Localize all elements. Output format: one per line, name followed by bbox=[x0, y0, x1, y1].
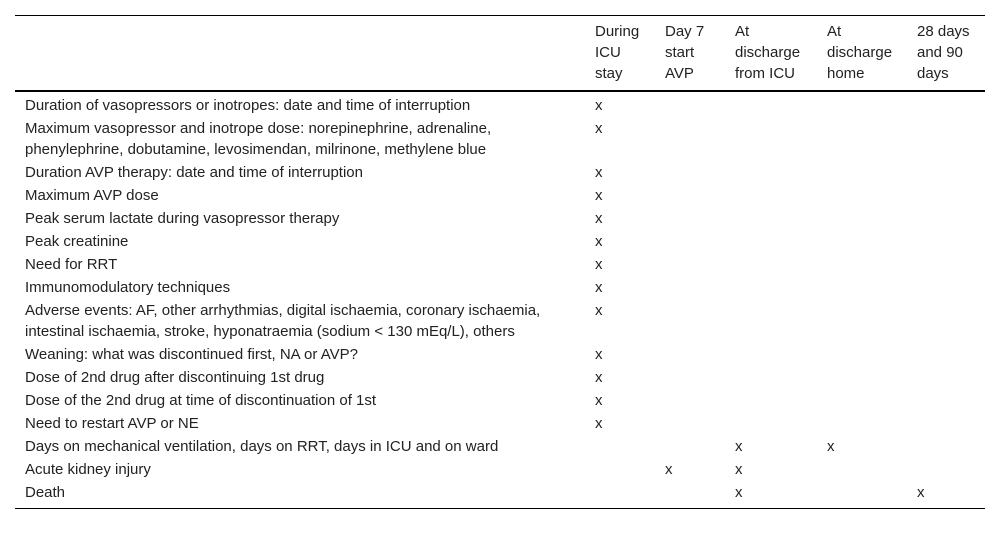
cell-day7-start-avp bbox=[655, 389, 725, 412]
table-body bbox=[15, 91, 985, 509]
cell-row-label: Weaning: what was discontinued first, NA or AVP? bbox=[25, 346, 358, 363]
cell-row-label: Dose of the 2nd drug at time of discontinuation of 1st bbox=[25, 392, 377, 409]
cell-discharge-icu bbox=[725, 161, 817, 184]
cell-28-90-days bbox=[907, 366, 985, 389]
cell-28-90-days bbox=[907, 458, 985, 481]
header-cell-during-icu-stay: During ICU stay bbox=[595, 23, 640, 82]
cell-day7-start-avp bbox=[655, 253, 725, 276]
cell-during-icu-stay: x bbox=[595, 120, 603, 137]
cell-during-icu-stay: x bbox=[595, 415, 603, 432]
cell-during-icu-stay: x bbox=[595, 97, 603, 114]
cell-discharge-icu: x bbox=[735, 438, 743, 455]
table-row bbox=[15, 161, 985, 184]
table-row bbox=[15, 299, 985, 343]
table-row bbox=[15, 207, 985, 230]
table-row bbox=[15, 412, 985, 435]
cell-during-icu-stay: x bbox=[595, 392, 603, 409]
table-row bbox=[15, 389, 985, 412]
table-row bbox=[15, 91, 985, 117]
cell-day7-start-avp bbox=[655, 230, 725, 253]
cell-during-icu-stay: x bbox=[595, 187, 603, 204]
cell-28-90-days: x bbox=[917, 484, 925, 501]
cell-discharge-icu bbox=[725, 117, 817, 161]
cell-row-label: Maximum AVP dose bbox=[25, 187, 159, 204]
cell-discharge-home bbox=[817, 366, 907, 389]
cell-28-90-days bbox=[907, 91, 985, 117]
cell-day7-start-avp: x bbox=[665, 461, 673, 478]
cell-discharge-home bbox=[817, 230, 907, 253]
header-cell-discharge-icu: At discharge from ICU bbox=[735, 23, 801, 82]
cell-row-label: Peak creatinine bbox=[25, 233, 129, 250]
cell-discharge-icu bbox=[725, 207, 817, 230]
cell-discharge-icu bbox=[725, 276, 817, 299]
cell-28-90-days bbox=[907, 184, 985, 207]
cell-row-label: Death bbox=[25, 484, 66, 501]
cell-discharge-icu bbox=[725, 230, 817, 253]
cell-discharge-icu bbox=[725, 299, 817, 343]
cell-28-90-days bbox=[907, 343, 985, 366]
cell-row-label: Need for RRT bbox=[25, 256, 118, 273]
cell-day7-start-avp bbox=[655, 299, 725, 343]
cell-day7-start-avp bbox=[655, 412, 725, 435]
cell-discharge-home bbox=[817, 276, 907, 299]
cell-discharge-icu: x bbox=[735, 461, 743, 478]
header-cell-day7-start-avp: Day 7 start AVP bbox=[665, 23, 705, 82]
cell-day7-start-avp bbox=[655, 343, 725, 366]
cell-during-icu-stay bbox=[585, 458, 655, 481]
cell-discharge-home bbox=[817, 91, 907, 117]
table-row bbox=[15, 117, 985, 161]
cell-28-90-days bbox=[907, 253, 985, 276]
cell-during-icu-stay: x bbox=[595, 279, 603, 296]
cell-28-90-days bbox=[907, 389, 985, 412]
cell-28-90-days bbox=[907, 161, 985, 184]
table-header bbox=[15, 16, 985, 92]
cell-day7-start-avp bbox=[655, 117, 725, 161]
cell-row-label: Maximum vasopressor and inotrope dose: norepinephrine, adrenaline, phenylephrine, dobutamine, levosimendan, milrinone, methylene blue bbox=[25, 120, 492, 158]
table-row bbox=[15, 343, 985, 366]
cell-discharge-icu bbox=[725, 389, 817, 412]
cell-28-90-days bbox=[907, 412, 985, 435]
cell-during-icu-stay: x bbox=[595, 164, 603, 181]
header-cell-discharge-home: At discharge home bbox=[827, 23, 893, 82]
table-row bbox=[15, 435, 985, 458]
cell-day7-start-avp bbox=[655, 91, 725, 117]
cell-28-90-days bbox=[907, 117, 985, 161]
cell-during-icu-stay: x bbox=[595, 369, 603, 386]
cell-discharge-home bbox=[817, 117, 907, 161]
cell-day7-start-avp bbox=[655, 366, 725, 389]
cell-28-90-days bbox=[907, 230, 985, 253]
cell-discharge-home bbox=[817, 389, 907, 412]
cell-row-label: Immunomodulatory techniques bbox=[25, 279, 231, 296]
cell-discharge-icu bbox=[725, 412, 817, 435]
cell-during-icu-stay: x bbox=[595, 302, 603, 319]
table-row bbox=[15, 230, 985, 253]
cell-day7-start-avp bbox=[655, 276, 725, 299]
cell-discharge-icu: x bbox=[735, 484, 743, 501]
cell-28-90-days bbox=[907, 276, 985, 299]
header-cell-28-90-days: 28 days and 90 days bbox=[917, 23, 970, 82]
cell-28-90-days bbox=[907, 299, 985, 343]
cell-discharge-home bbox=[817, 207, 907, 230]
header-row bbox=[15, 16, 985, 92]
cell-28-90-days bbox=[907, 207, 985, 230]
cell-day7-start-avp bbox=[655, 481, 725, 509]
cell-discharge-icu bbox=[725, 343, 817, 366]
table-row bbox=[15, 458, 985, 481]
cell-during-icu-stay bbox=[585, 435, 655, 458]
cell-day7-start-avp bbox=[655, 161, 725, 184]
cell-row-label: Acute kidney injury bbox=[25, 461, 151, 478]
table-row bbox=[15, 276, 985, 299]
cell-row-label: Need to restart AVP or NE bbox=[25, 415, 199, 432]
cell-row-label: Duration AVP therapy: date and time of interruption bbox=[25, 164, 363, 181]
cell-day7-start-avp bbox=[655, 184, 725, 207]
data-table bbox=[15, 15, 985, 509]
cell-discharge-icu bbox=[725, 91, 817, 117]
cell-discharge-home bbox=[817, 184, 907, 207]
cell-row-label: Duration of vasopressors or inotropes: date and time of interruption bbox=[25, 97, 471, 114]
table-row bbox=[15, 481, 985, 509]
table-row bbox=[15, 253, 985, 276]
cell-discharge-icu bbox=[725, 184, 817, 207]
cell-during-icu-stay: x bbox=[595, 233, 603, 250]
cell-during-icu-stay: x bbox=[595, 346, 603, 363]
cell-discharge-icu bbox=[725, 253, 817, 276]
cell-discharge-home bbox=[817, 412, 907, 435]
table-row bbox=[15, 366, 985, 389]
cell-discharge-home bbox=[817, 343, 907, 366]
cell-row-label: Adverse events: AF, other arrhythmias, digital ischaemia, coronary ischaemia, intestinal ischaemia, stroke, hyponatraemia (sodium < 130 mEq/L), others bbox=[25, 302, 541, 340]
cell-28-90-days bbox=[907, 435, 985, 458]
cell-discharge-home bbox=[817, 458, 907, 481]
cell-discharge-home bbox=[817, 299, 907, 343]
cell-discharge-icu bbox=[725, 366, 817, 389]
cell-discharge-home bbox=[817, 253, 907, 276]
cell-day7-start-avp bbox=[655, 435, 725, 458]
cell-discharge-home: x bbox=[827, 438, 835, 455]
header-cell-label bbox=[15, 16, 585, 92]
cell-discharge-home bbox=[817, 161, 907, 184]
cell-during-icu-stay bbox=[585, 481, 655, 509]
cell-day7-start-avp bbox=[655, 207, 725, 230]
cell-discharge-home bbox=[817, 481, 907, 509]
cell-row-label: Dose of 2nd drug after discontinuing 1st drug bbox=[25, 369, 325, 386]
cell-row-label: Peak serum lactate during vasopressor therapy bbox=[25, 210, 340, 227]
cell-during-icu-stay: x bbox=[595, 256, 603, 273]
table-container bbox=[15, 15, 985, 509]
cell-row-label: Days on mechanical ventilation, days on RRT, days in ICU and on ward bbox=[25, 438, 499, 455]
table-row bbox=[15, 184, 985, 207]
cell-during-icu-stay: x bbox=[595, 210, 603, 227]
